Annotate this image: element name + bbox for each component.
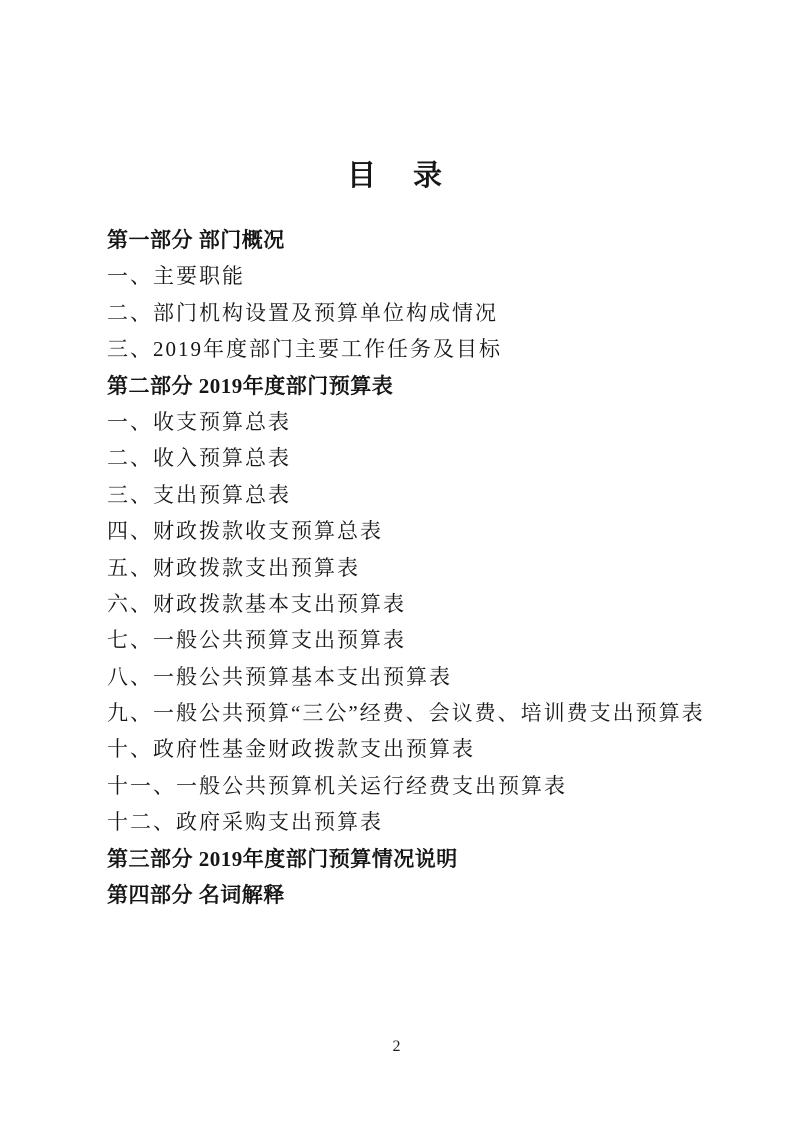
toc-entry: 二、部门机构设置及预算单位构成情况 bbox=[107, 300, 498, 325]
document-title: 目 录 bbox=[346, 160, 446, 192]
toc-section-heading: 第一部分 部门概况 bbox=[107, 228, 285, 252]
page-number: 2 bbox=[392, 1038, 401, 1055]
toc-entry: 六、财政拨款基本支出预算表 bbox=[107, 591, 406, 616]
toc-entry: 十二、政府采购支出预算表 bbox=[107, 810, 383, 835]
toc-entry: 十一、一般公共预算机关运行经费支出预算表 bbox=[107, 773, 567, 798]
toc-entry: 五、财政拨款支出预算表 bbox=[107, 555, 360, 580]
toc-entry: 九、一般公共预算“三公”经费、会议费、培训费支出预算表 bbox=[107, 701, 705, 726]
toc-entry: 十、政府性基金财政拨款支出预算表 bbox=[107, 737, 475, 762]
toc-entry: 八、一般公共预算基本支出预算表 bbox=[107, 664, 452, 689]
toc-section-heading: 第三部分 2019年度部门预算情况说明 bbox=[107, 846, 458, 871]
toc-entry: 三、2019年度部门主要工作任务及目标 bbox=[107, 337, 502, 362]
toc-section-heading: 第四部分 名词解释 bbox=[107, 883, 285, 908]
toc-entry: 一、收支预算总表 bbox=[107, 409, 291, 434]
table-of-contents bbox=[107, 222, 733, 913]
toc-entry: 一、主要职能 bbox=[107, 264, 245, 289]
toc-entry: 七、一般公共预算支出预算表 bbox=[107, 628, 406, 653]
toc-entry: 三、支出预算总表 bbox=[107, 482, 291, 507]
toc-entry: 四、财政拨款收支预算总表 bbox=[107, 519, 383, 544]
toc-section-heading: 第二部分 2019年度部门预算表 bbox=[107, 373, 394, 398]
toc-entry: 二、收入预算总表 bbox=[107, 446, 291, 471]
